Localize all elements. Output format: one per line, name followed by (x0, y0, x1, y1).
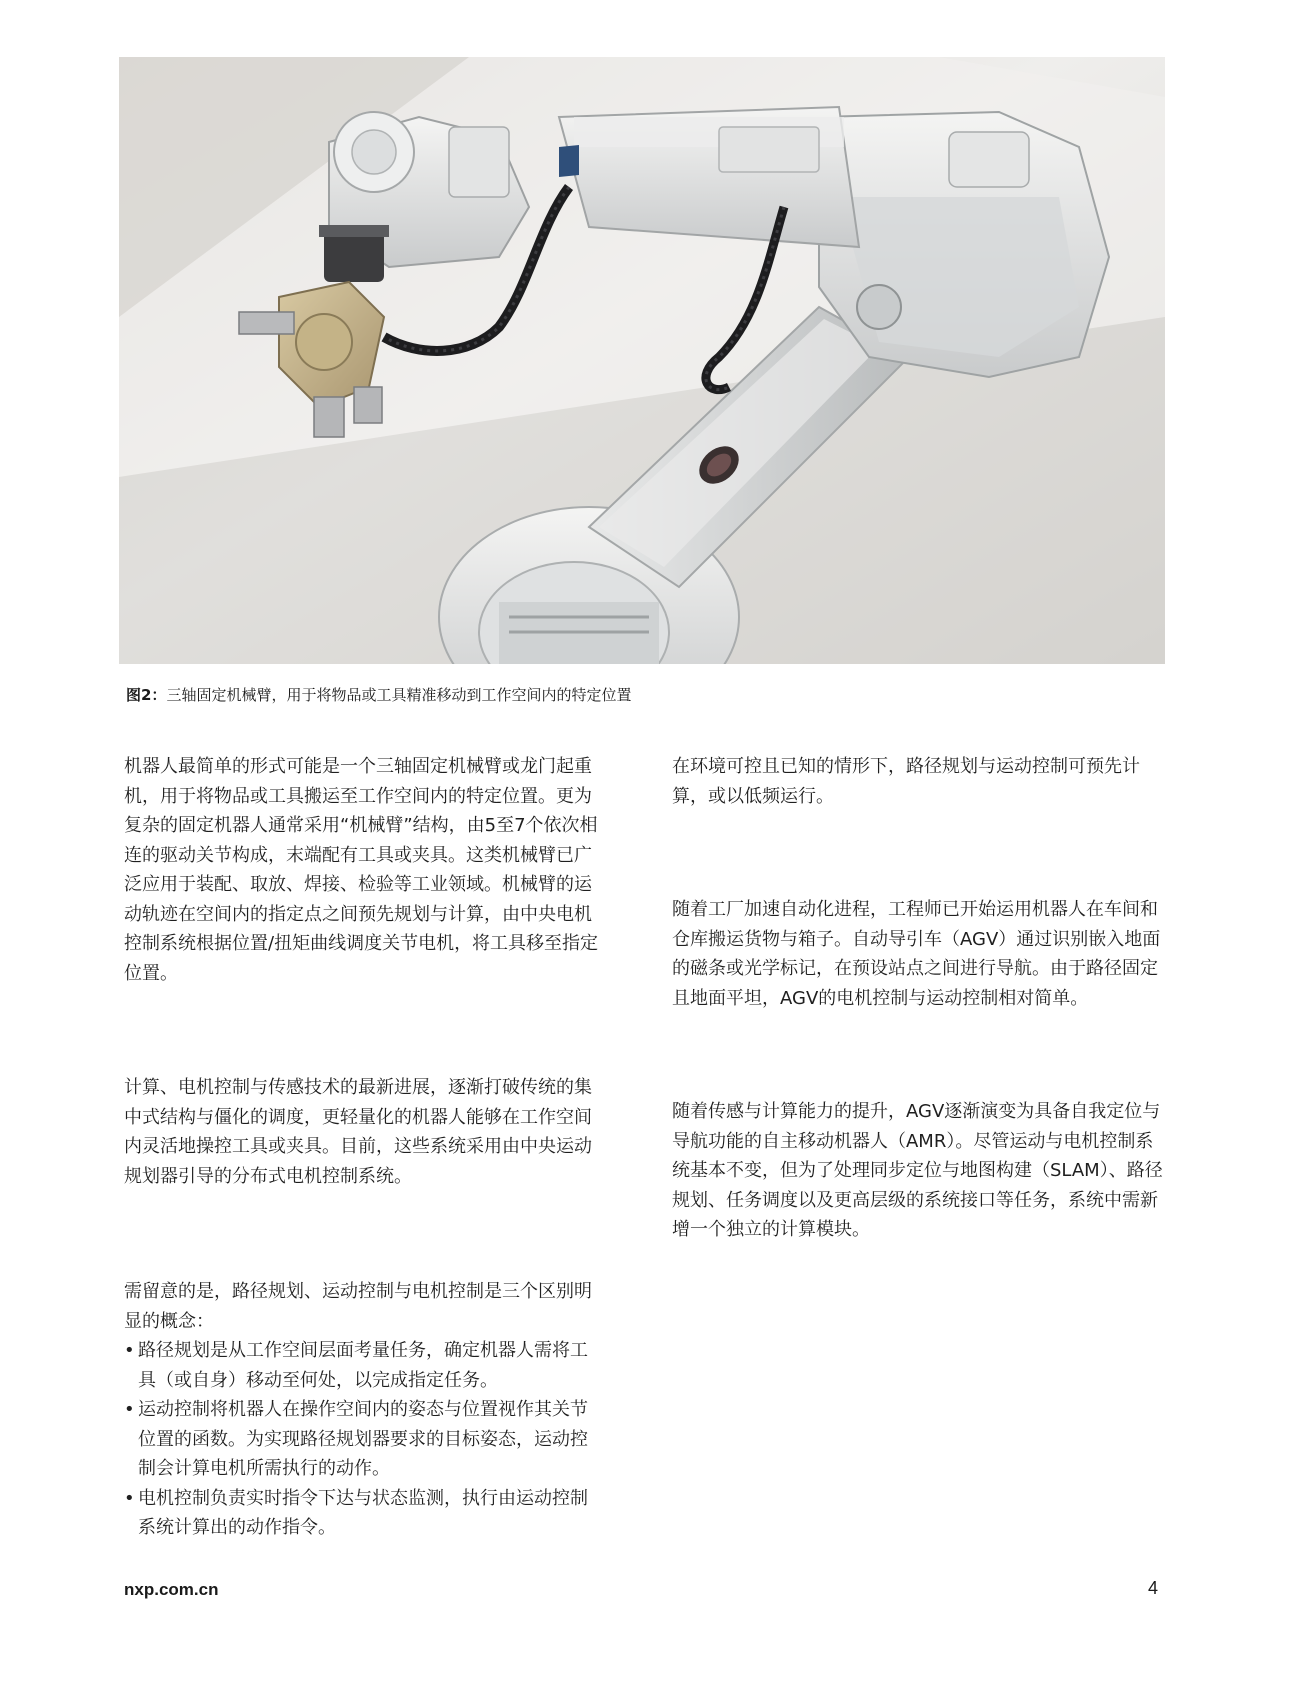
left-paragraph-2: 计算、电机控制与传感技术的最新进展，逐渐打破传统的集中式结构与僵化的调度，更轻量化的机器人能够在工作空间内灵活地操控工具或夹具。目前，这些系统采用由中央运动规划器引导的分布式电机控制系统。 (124, 1077, 592, 1187)
list-item: • 电机控制负责实时指令下达与状态监测，执行由运动控制系统计算出的动作指令。 (124, 1484, 600, 1543)
right-paragraph-3: 随着传感与计算能力的提升，AGV逐渐演变为具备自我定位与导航功能的自主移动机器人（AMR）。尽管运动与电机控制系统基本不变，但为了处理同步定位与地图构建（SLAM）、路径规划、任务调度以及更高层级的系统接口等任务，系统中需新增一个独立的计算模块。 (672, 1101, 1163, 1240)
left-paragraph-3: 需留意的是，路径规划、运动控制与电机控制是三个区别明显的概念： (124, 1281, 592, 1332)
figure-label: 图2： (126, 686, 167, 704)
list-item: • 路径规划是从工作空间层面考量任务，确定机器人需将工具（或自身）移动至何处，以完成指定任务。 (124, 1336, 600, 1395)
concept-bullet-list (124, 1336, 600, 1543)
robot-arm-photo (119, 57, 1165, 664)
left-column (124, 752, 600, 1543)
right-paragraph-2: 随着工厂加速自动化进程，工程师已开始运用机器人在车间和仓库搬运货物与箱子。自动导引车（AGV）通过识别嵌入地面的磁条或光学标记，在预设站点之间进行导航。由于路径固定且地面平坦，AGV的电机控制与运动控制相对简单。 (672, 899, 1161, 1009)
robot-arm-illustration (119, 57, 1165, 664)
left-paragraph-1: 机器人最简单的形式可能是一个三轴固定机械臂或龙门起重机，用于将物品或工具搬运至工作空间内的特定位置。更为复杂的固定机器人通常采用“机械臂”结构，由5至7个依次相连的驱动关节构成，末端配有工具或夹具。这类机械臂已广泛应用于装配、取放、焊接、检验等工业领域。机械臂的运动轨迹在空间内的指定点之间预先规划与计算，由中央电机控制系统根据位置/扭矩曲线调度关节电机，将工具移至指定位置。 (124, 756, 599, 984)
footer-url[interactable]: nxp.com.cn (124, 1580, 219, 1599)
figure-caption (126, 685, 1156, 705)
list-item: • 运动控制将机器人在操作空间内的姿态与位置视作其关节位置的函数。为实现路径规划器要求的目标姿态，运动控制会计算电机所需执行的动作。 (124, 1395, 600, 1484)
page-number: 4 (1148, 1578, 1159, 1598)
right-column (672, 752, 1164, 1245)
figure-caption-text: 三轴固定机械臂，用于将物品或工具精准移动到工作空间内的特定位置 (166, 686, 632, 704)
right-paragraph-1: 在环境可控且已知的情形下，路径规划与运动控制可预先计算，或以低频运行。 (672, 756, 1140, 807)
